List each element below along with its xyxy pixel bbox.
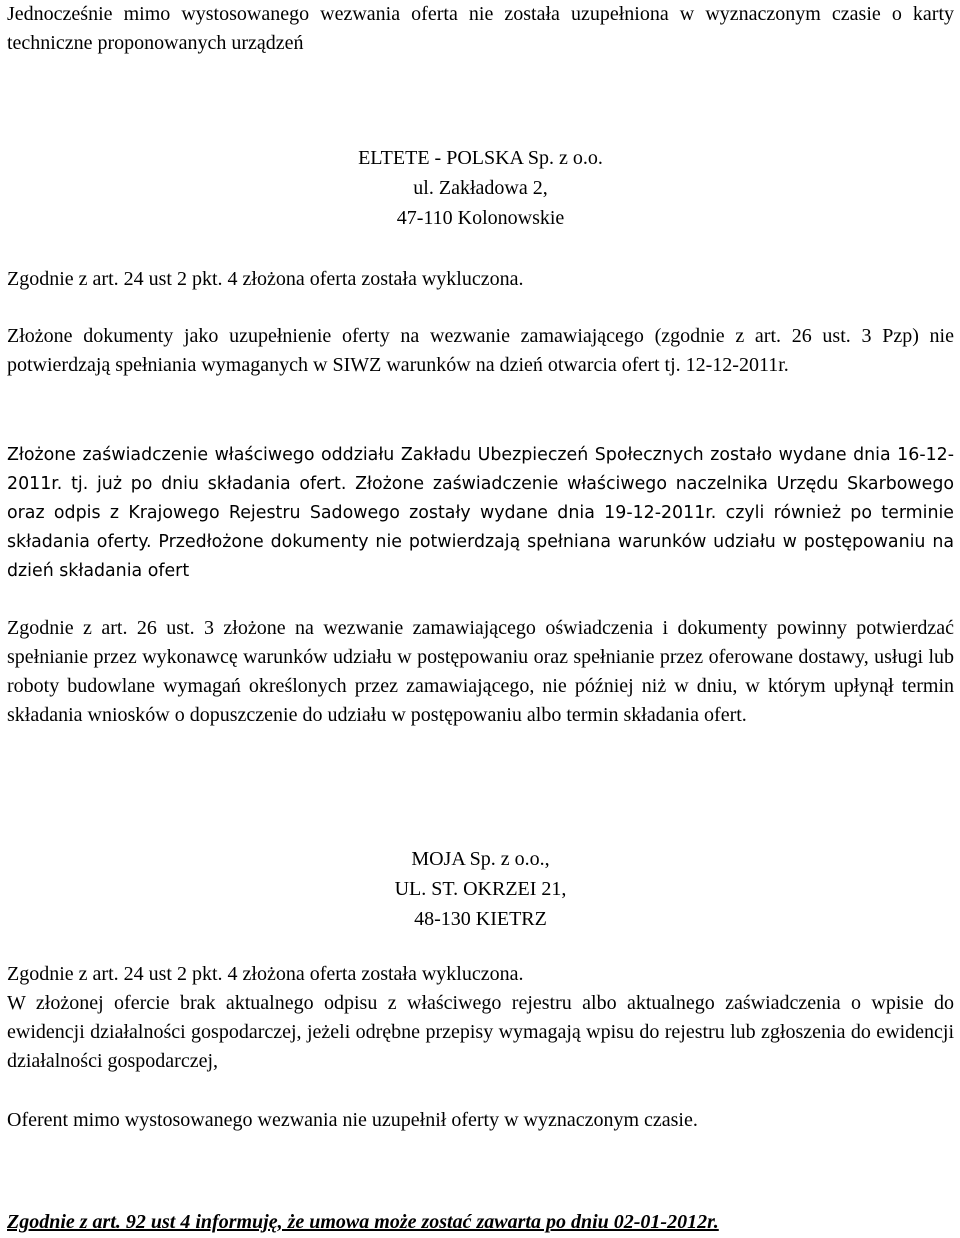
company-1-street: ul. Zakładowa 2, <box>413 177 548 199</box>
final-notice: Zgodnie z art. 92 ust 4 informuję, że umowa może zostać zawarta po dniu 02-01-2012r. <box>7 1211 719 1233</box>
company-2-exclusion: Zgodnie z art. 24 ust 2 pkt. 4 złożona oferta została wykluczona. <box>7 963 524 985</box>
company-1-city: 47-110 Kolonowskie <box>396 207 565 229</box>
company-2-reason: W złożonej ofercie brak aktualnego odpisu z właściwego rejestru albo aktualnego zaświadczenia o wpisie do ewidencji działalności gospodarczej, jeżeli odrębne przepisy wymagają wpisu do rejestru lub zgłoszenia do ewidencji działalności gospodarczej, <box>7 992 954 1072</box>
intro-paragraph: Jednocześnie mimo wystosowanego wezwania oferta nie została uzupełniona w wyznaczonym czasie o karty techniczne proponowanych urządzeń <box>7 3 954 54</box>
company-2-no-supplement: Oferent mimo wystosowanego wezwania nie uzupełnił oferty w wyznaczonym czasie. <box>7 1109 698 1131</box>
company-2-name: MOJA Sp. z o.o., <box>411 848 550 870</box>
company-1-address <box>7 144 954 234</box>
company-1-documents-note: Złożone dokumenty jako uzupełnienie oferty na wezwanie zamawiającego (zgodnie z art. 26 ust. 3 Pzp) nie potwierdzają spełniania wymaganych w SIWZ warunków na dzień otwarcia ofert tj. 12-12-2011r. <box>7 325 954 376</box>
company-2-street: UL. ST. OKRZEI 21, <box>394 878 567 900</box>
article-26-paragraph: Zgodnie z art. 26 ust. 3 złożone na wezwanie zamawiającego oświadczenia i dokumenty powinny potwierdzać spełnianie przez wykonawcę warunków udziału w postępowaniu oraz spełnianie przez oferowane dostawy, usługi lub roboty budowlane wymagań określonych przez zamawiającego, nie później niż w dniu, w którym upłynął termin składania wniosków o dopuszczenie do udziału w postępowaniu albo termin składania ofert. <box>7 617 954 726</box>
company-1-certificates-note: Złożone zaświadczenie właściwego oddziału Zakładu Ubezpieczeń Społecznych zostało wydane dnia 16-12-2011r. tj. już po dniu składania ofert. Złożone zaświadczenie właściwego naczelnika Urzędu Skarbowego oraz odpis z Krajowego Rejestru Sadowego zostały wydane dnia 19-12-2011r. czyli również po terminie składania oferty. Przedłożone dokumenty nie potwierdzają spełniana warunków udziału w postępowaniu na dzień składania ofert <box>7 445 954 581</box>
company-2-address <box>7 845 954 935</box>
company-1-exclusion: Zgodnie z art. 24 ust 2 pkt. 4 złożona oferta została wykluczona. <box>7 268 524 290</box>
company-2-city: 48-130 KIETRZ <box>414 908 547 930</box>
company-1-name: ELTETE - POLSKA Sp. z o.o. <box>358 147 603 169</box>
